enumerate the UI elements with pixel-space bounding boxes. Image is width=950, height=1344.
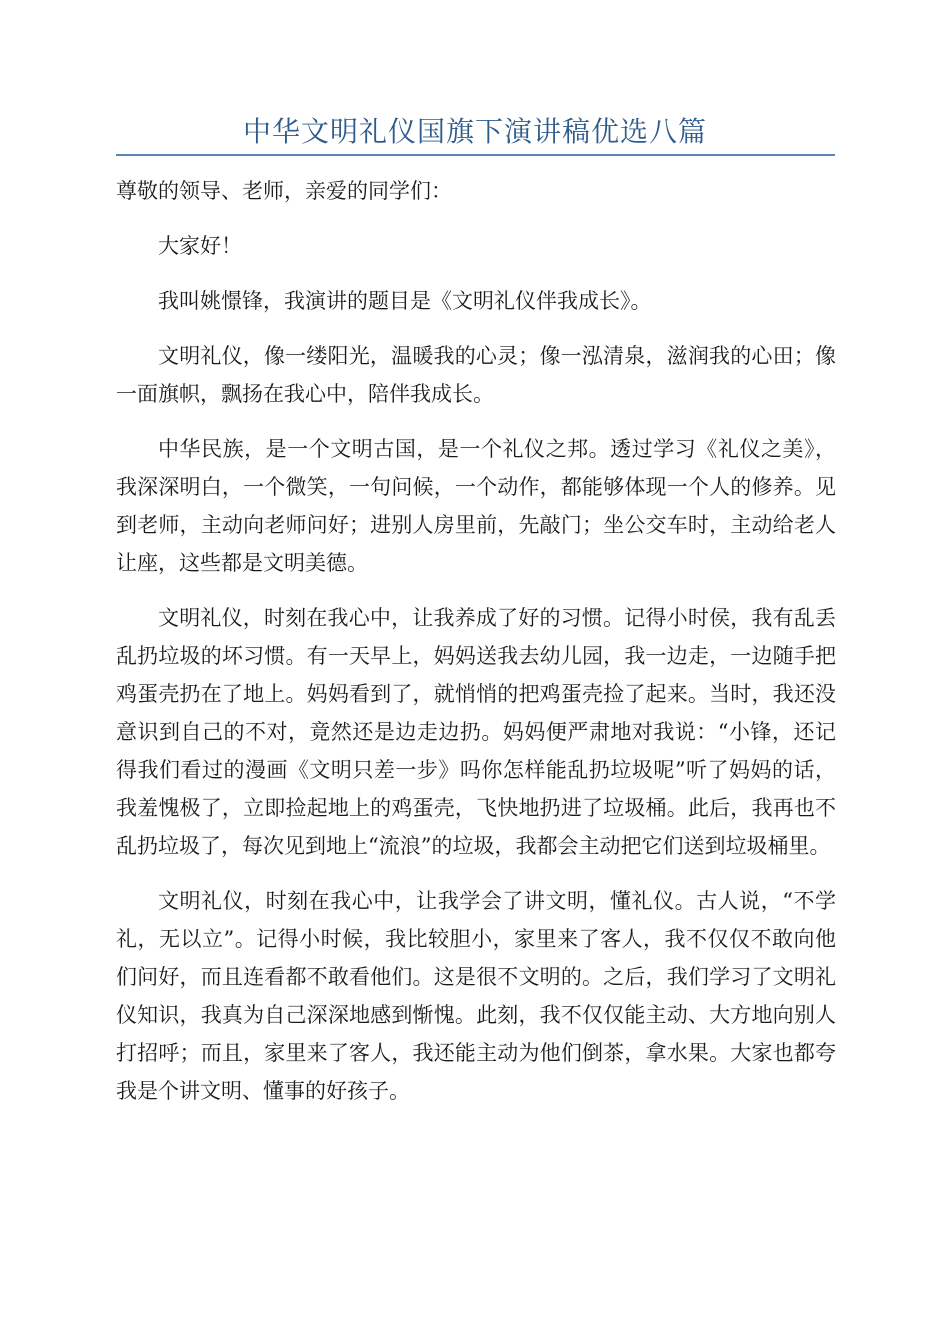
- paragraph-introduction: 我叫姚憬锋，我演讲的题目是《文明礼仪伴我成长》。: [158, 289, 652, 313]
- document-body: [116, 172, 836, 1127]
- paragraph-greeting: 大家好！: [158, 234, 242, 258]
- paragraph: 中华民族，是一个文明古国，是一个礼仪之邦。透过学习《礼仪之美》，我深深明白，一个微笑，一句问候，一个动作，都能够体现一个人的修养。见到老师，主动向老师问好；进别人房里前，先敲门；坐公交车时，主动给老人让座，这些都是文明美德。: [116, 437, 836, 575]
- paragraph: 文明礼仪，时刻在我心中，让我养成了好的习惯。记得小时侯，我有乱丢乱扔垃圾的坏习惯。有一天早上，妈妈送我去幼儿园，我一边走，一边随手把鸡蛋壳扔在了地上。妈妈看到了，就悄悄的把鸡蛋壳捡了起来。当时，我还没意识到自己的不对，竟然还是边走边扔。妈妈便严肃地对我说：“小锋，还记得我们看过的漫画《文明只差一步》吗你怎样能乱扔垃圾呢”听了妈妈的话，我羞愧极了，立即捡起地上的鸡蛋壳，飞快地扔进了垃圾桶。此后，我再也不乱扔垃圾了，每次见到地上“流浪”的垃圾，我都会主动把它们送到垃圾桶里。: [116, 606, 836, 858]
- paragraph: 文明礼仪，时刻在我心中，让我学会了讲文明，懂礼仪。古人说，“不学礼，无以立”。记得小时候，我比较胆小，家里来了客人，我不仅仅不敢向他们问好，而且连看都不敢看他们。这是很不文明的。之后，我们学习了文明礼仪知识，我真为自己深深地感到惭愧。此刻，我不仅仅能主动、大方地向别人打招呼；而且，家里来了客人，我还能主动为他们倒茶，拿水果。大家也都夸我是个讲文明、懂事的好孩子。: [116, 889, 836, 1103]
- document-title: 中华文明礼仪国旗下演讲稿优选八篇: [242, 115, 707, 148]
- paragraph: 文明礼仪，像一缕阳光，温暖我的心灵；像一泓清泉，滋润我的心田；像一面旗帜，飘扬在我心中，陪伴我成长。: [116, 344, 836, 406]
- title-underline: [116, 154, 835, 156]
- salutation: 尊敬的领导、老师，亲爱的同学们：: [116, 179, 452, 203]
